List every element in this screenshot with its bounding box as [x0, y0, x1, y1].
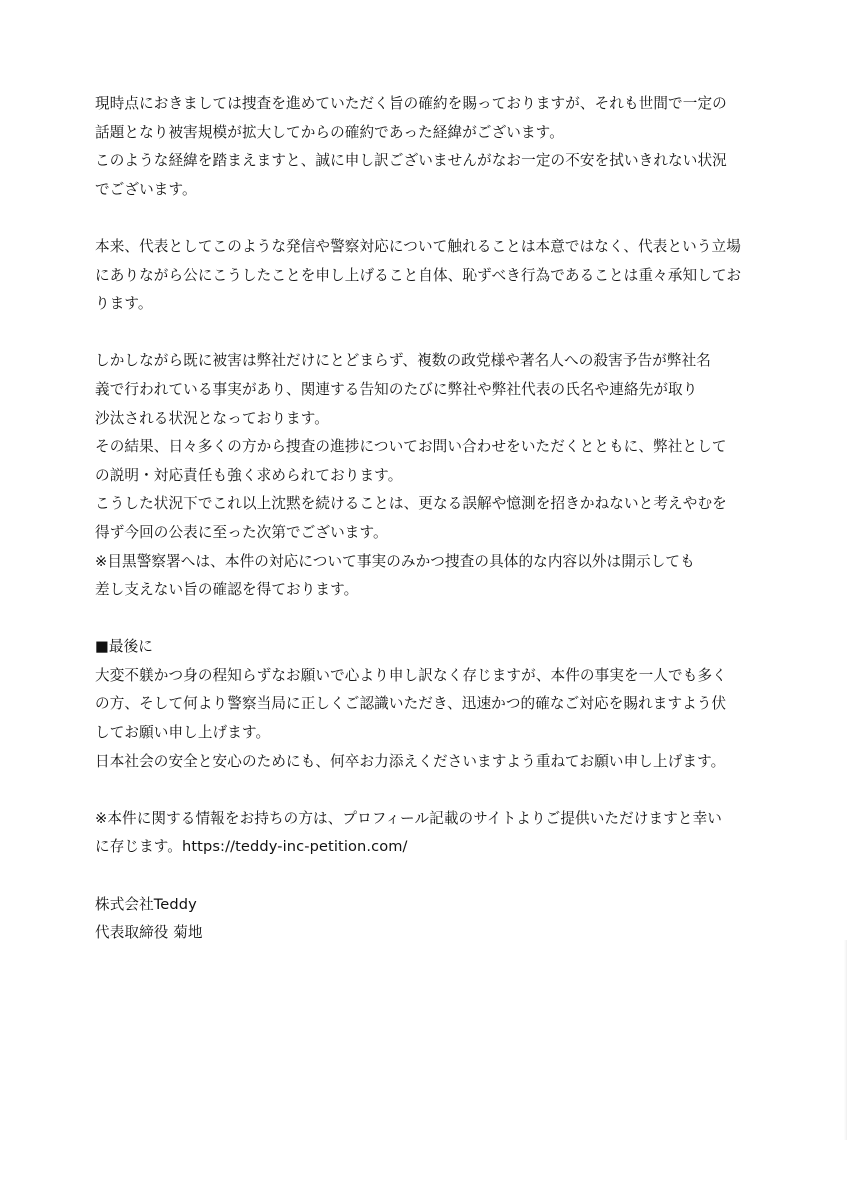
- text-line: このような経緯を踏まえますと、誠に申し訳ございませんがなお一定の不安を拭いきれない状況: [95, 152, 727, 170]
- representative-name: 代表取締役 菊地: [95, 924, 203, 942]
- text-line: 得ず今回の公表に至った次第でございます。: [95, 523, 388, 541]
- paragraph-spacer: [95, 319, 755, 348]
- text-line: 現時点におきましては捜査を進めていただく旨の確約を賜っておりますが、それも世間で一定の: [95, 95, 727, 112]
- text-line: の方、そして何より警察当局に正しくご認識いただき、迅速かつ的確なご対応を賜れますよう伏: [95, 695, 727, 713]
- text-line: ※目黒警察署へは、本件の対応について事実のみかつ捜査の具体的な内容以外は開示しても: [95, 552, 695, 570]
- text-line: 沙汰される状況となっております。: [95, 409, 329, 427]
- signature-block: [95, 891, 755, 948]
- paragraph-spacer: [95, 204, 755, 233]
- text-line: 話題となり被害規模が拡大してからの確約であった経緯がございます。: [95, 123, 564, 141]
- text-line: でございます。: [95, 180, 197, 198]
- text-line: 義で行われている事実があり、関連する告知のたびに弊社や弊社代表の氏名や連絡先が取り: [95, 380, 698, 398]
- paragraph-spacer: [95, 776, 755, 805]
- text-line-with-url: に存じます。https://teddy-inc-petition.com/: [95, 838, 408, 856]
- section-heading: ■最後に: [95, 638, 153, 656]
- text-line: 差し支えない旨の確認を得ております。: [95, 581, 359, 599]
- document-body: [95, 90, 755, 948]
- text-line: しかしながら既に被害は弊社だけにとどまらず、複数の政党様や著名人への殺害予告が弊社名: [95, 352, 711, 370]
- text-line: してお願い申し上げます。: [95, 724, 271, 742]
- text-line: にありながら公にこうしたことを申し上げること自体、恥ずべき行為であることは重々承知してお: [95, 266, 742, 284]
- paragraph-damage-situation: [95, 347, 755, 604]
- text-line: 日本社会の安全と安心のためにも、何卒お力添えくださいますよう重ねてお願い申し上げます。: [95, 752, 726, 770]
- paragraph-spacer: [95, 605, 755, 634]
- paragraph-information-request: [95, 805, 755, 862]
- company-name: 株式会社Teddy: [95, 895, 197, 913]
- text-line: ります。: [95, 295, 153, 313]
- text-line: その結果、日々多くの方から捜査の進捗についてお問い合わせをいただくとともに、弊社として: [95, 438, 727, 456]
- text-line: 大変不躾かつ身の程知らずなお願いで心より申し訳なく存じますが、本件の事実を一人でも多く: [95, 666, 727, 684]
- text-line: の説明・対応責任も強く求められております。: [95, 466, 403, 484]
- text-line: 本来、代表としてこのような発信や警察対応について触れることは本意ではなく、代表という立場: [95, 237, 741, 255]
- text-line: ※本件に関する情報をお持ちの方は、プロフィール記載のサイトよりご提供いただけますと幸い: [95, 809, 722, 827]
- text-line: こうした状況下でこれ以上沈黙を続けることは、更なる誤解や憶測を招きかねないと考えやむを: [95, 495, 727, 513]
- paragraph-closing-request: [95, 633, 755, 776]
- paragraph-spacer: [95, 862, 755, 891]
- paragraph-representative-statement: [95, 233, 755, 319]
- paragraph-investigation-status: [95, 90, 755, 204]
